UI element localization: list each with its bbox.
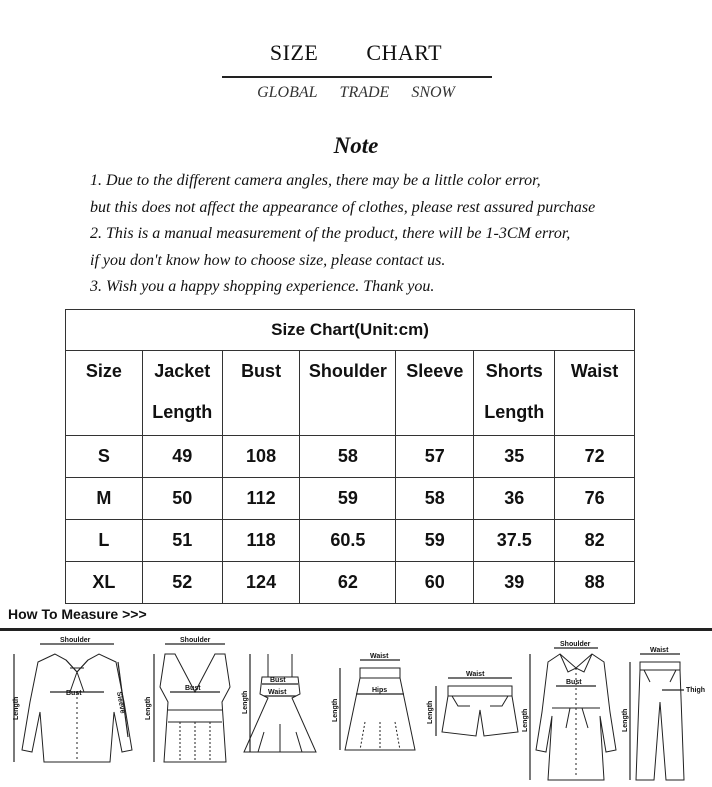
title-word-size: SIZE xyxy=(269,40,319,65)
note-line: 1. Due to the different camera angles, there may be a little color error, xyxy=(90,172,541,189)
bust-label: Bust xyxy=(185,685,201,692)
table-cell: 72 xyxy=(555,436,635,478)
table-caption: Size Chart(Unit:cm) xyxy=(66,310,635,351)
shoulder-label: Shoulder xyxy=(560,641,591,648)
column-header: Jacket Length xyxy=(142,351,222,436)
table-cell: 50 xyxy=(142,478,222,520)
table-row xyxy=(66,436,635,478)
column-header: Sleeve xyxy=(396,351,474,436)
table-cell: 112 xyxy=(222,478,300,520)
note-line: but this does not affect the appearance of clothes, please rest assured purchase xyxy=(90,198,596,216)
column-header: Bust xyxy=(222,351,300,436)
subtitle-word-global: GLOBAL xyxy=(257,84,318,101)
note-line: 2. This is a manual measurement of the product, there will be 1-3CM error, xyxy=(90,225,571,242)
size-chart-title xyxy=(0,40,712,66)
table-cell: 60.5 xyxy=(300,520,396,562)
coat-diagram xyxy=(522,641,616,780)
note-list xyxy=(90,168,690,301)
brand-subtitle xyxy=(0,84,712,102)
column-header: Shorts Length xyxy=(474,351,555,436)
table-cell: 52 xyxy=(142,562,222,604)
measurement-illustrations xyxy=(0,632,712,787)
hips-label: Hips xyxy=(372,687,388,694)
table-cell: 82 xyxy=(555,520,635,562)
note-title: Note xyxy=(333,133,379,158)
length-label: Length xyxy=(242,690,249,714)
table-cell: 108 xyxy=(222,436,300,478)
table-cell: M xyxy=(66,478,143,520)
strap-dress-diagram xyxy=(242,654,316,752)
note-line: if you don't know how to choose size, please contact us. xyxy=(90,251,446,269)
length-label: Length xyxy=(145,696,152,720)
table-cell: 49 xyxy=(142,436,222,478)
table-row xyxy=(66,520,635,562)
sleeve-label: Sleeve xyxy=(115,691,126,715)
length-label: Length xyxy=(13,696,20,720)
note-line: 3. Wish you a happy shopping experience. Thank you. xyxy=(90,278,435,295)
table-cell: 76 xyxy=(555,478,635,520)
table-cell: XL xyxy=(66,562,143,604)
table-cell: 60 xyxy=(396,562,474,604)
subtitle-word-snow: SNOW xyxy=(411,84,455,101)
length-label: Length xyxy=(427,700,434,724)
bust-label: Bust xyxy=(66,690,82,697)
shorts-diagram xyxy=(427,671,518,736)
tank-top-diagram xyxy=(145,637,230,762)
thigh-label: Thigh xyxy=(686,687,706,694)
how-to-measure-heading xyxy=(8,606,147,622)
table-cell: 36 xyxy=(474,478,555,520)
table-cell: 37.5 xyxy=(474,520,555,562)
table-cell: 51 xyxy=(142,520,222,562)
column-header: Size xyxy=(66,351,143,436)
waist-label: Waist xyxy=(370,653,389,660)
table-cell: 62 xyxy=(300,562,396,604)
table-cell: 39 xyxy=(474,562,555,604)
shoulder-label: Shoulder xyxy=(180,637,211,644)
blouse-diagram xyxy=(13,637,132,762)
waist-label: Waist xyxy=(268,689,287,696)
table-cell: L xyxy=(66,520,143,562)
shoulder-label: Shoulder xyxy=(60,637,91,644)
bust-label: Bust xyxy=(270,677,286,684)
table-cell: 57 xyxy=(396,436,474,478)
table-cell: 59 xyxy=(396,520,474,562)
table-row xyxy=(66,478,635,520)
bust-label: Bust xyxy=(566,679,582,686)
waist-label: Waist xyxy=(466,671,485,678)
waist-label: Waist xyxy=(650,647,669,654)
length-label: Length xyxy=(522,708,529,732)
skirt-diagram xyxy=(332,653,415,750)
table-cell: 124 xyxy=(222,562,300,604)
table-header-row xyxy=(66,351,635,436)
how-to-measure-title: How To Measure xyxy=(8,606,119,622)
section-divider xyxy=(0,628,712,631)
table-cell: 58 xyxy=(396,478,474,520)
table-cell: 59 xyxy=(300,478,396,520)
length-label: Length xyxy=(332,698,339,722)
table-row xyxy=(66,562,635,604)
table-cell: S xyxy=(66,436,143,478)
table-cell: 118 xyxy=(222,520,300,562)
length-label: Length xyxy=(622,708,629,732)
triple-chevron-icon: >>> xyxy=(122,606,147,622)
subtitle-word-trade: TRADE xyxy=(339,84,390,101)
table-cell: 88 xyxy=(555,562,635,604)
pants-diagram xyxy=(622,647,705,780)
title-divider xyxy=(222,76,492,78)
title-word-chart: CHART xyxy=(366,40,443,65)
table-cell: 35 xyxy=(474,436,555,478)
column-header: Waist xyxy=(555,351,635,436)
size-chart-table xyxy=(65,309,635,604)
column-header: Shoulder xyxy=(300,351,396,436)
table-cell: 58 xyxy=(300,436,396,478)
